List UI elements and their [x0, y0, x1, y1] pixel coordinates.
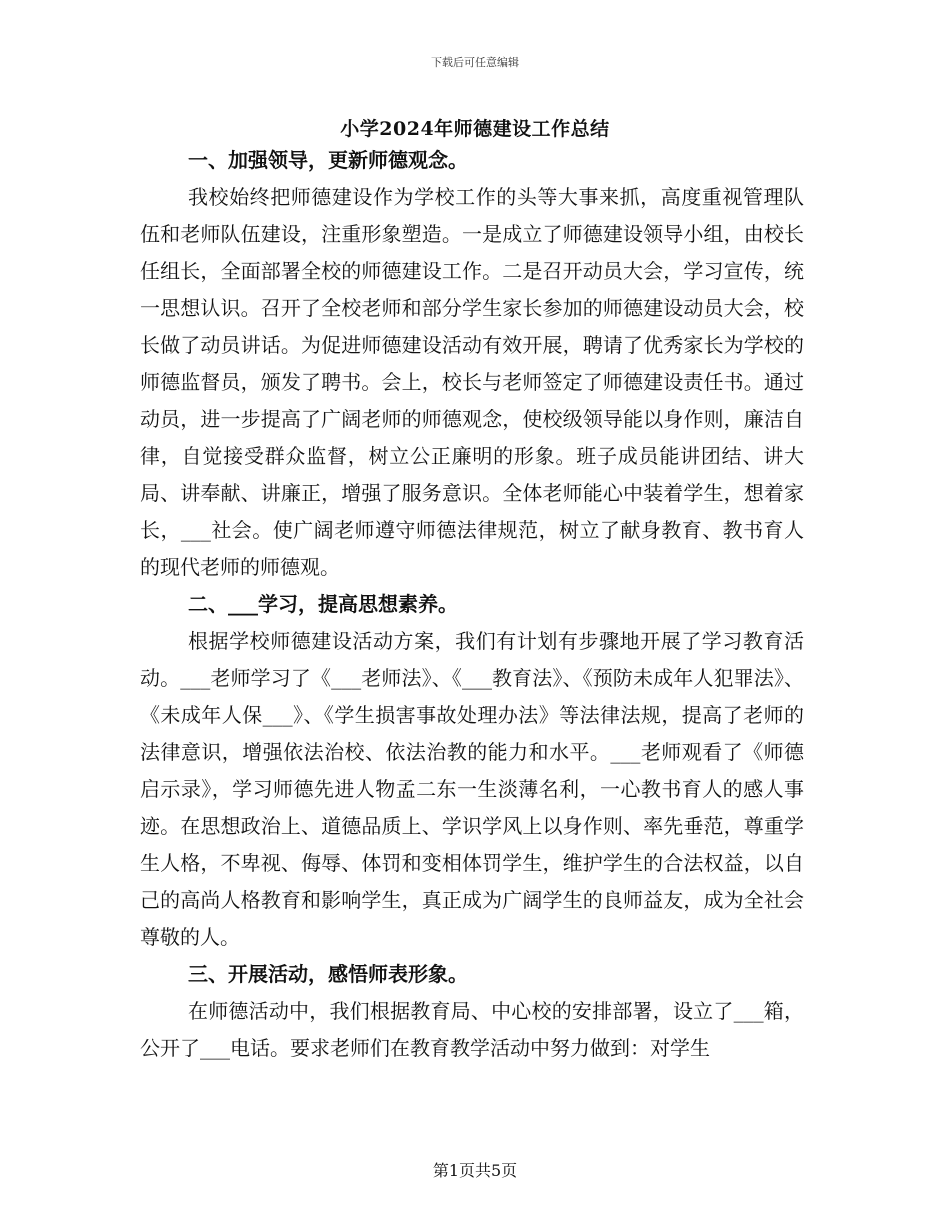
document-title: 小学2024年师德建设工作总结 — [340, 118, 610, 140]
page-header-note: 下载后可任意编辑 — [431, 56, 519, 69]
document-body — [140, 142, 804, 1067]
section-3-paragraph: 在师德活动中，我们根据教育局、中心校的安排部署，设立了___箱，公开了___电话。要求老师们在教育教学活动中努力做到：对学生 — [140, 999, 804, 1060]
page-number: 第1页共5页 — [432, 1161, 518, 1180]
section-3-heading: 三、开展活动，感悟师表形象。 — [188, 962, 468, 986]
section-2-paragraph: 根据学校师德建设活动方案，我们有计划有步骤地开展了学习教育活动。___老师学习了《___老师法》、《___教育法》、《预防未成年人犯罪法》、《未成年人保___》、《学生损害事故处理办法》等法律法规，提高了老师的法律意识，增强依法治校、依法治教的能力和水平。___老师观看了《师德启示录》，学习师德先进人物孟二东一生淡薄名利，一心教书育人的感人事迹。在思想政治上、道德品质上、学识学风上以身作则、率先垂范，尊重学生人格，不卑视、侮辱、体罚和变相体罚学生，维护学生的合法权益，以自己的高尚人格教育和影响学生，真正成为广阔学生的良师益友，成为全社会尊敬的人。 — [140, 629, 804, 949]
section-2-heading: 二、___学习，提高思想素养。 — [188, 592, 458, 616]
section-1-paragraph: 我校始终把师德建设作为学校工作的头等大事来抓，高度重视管理队伍和老师队伍建设，注重形象塑造。一是成立了师德建设领导小组，由校长任组长，全面部署全校的师德建设工作。二是召开动员大会，学习宣传，统一思想认识。召开了全校老师和部分学生家长参加的师德建设动员大会，校长做了动员讲话。为促进师德建设活动有效开展，聘请了优秀家长为学校的师德监督员，颁发了聘书。会上，校长与老师签定了师德建设责任书。通过动员，进一步提高了广阔老师的师德观念，使校级领导能以身作则，廉洁自律，自觉接受群众监督，树立公正廉明的形象。班子成员能讲团结、讲大局、讲奉献、讲廉正，增强了服务意识。全体老师能心中装着学生，想着家长，___社会。使广阔老师遵守师德法律规范，树立了献身教育、教书育人的现代老师的师德观。 — [140, 185, 804, 579]
section-1-heading: 一、加强领导，更新师德观念。 — [188, 148, 468, 172]
